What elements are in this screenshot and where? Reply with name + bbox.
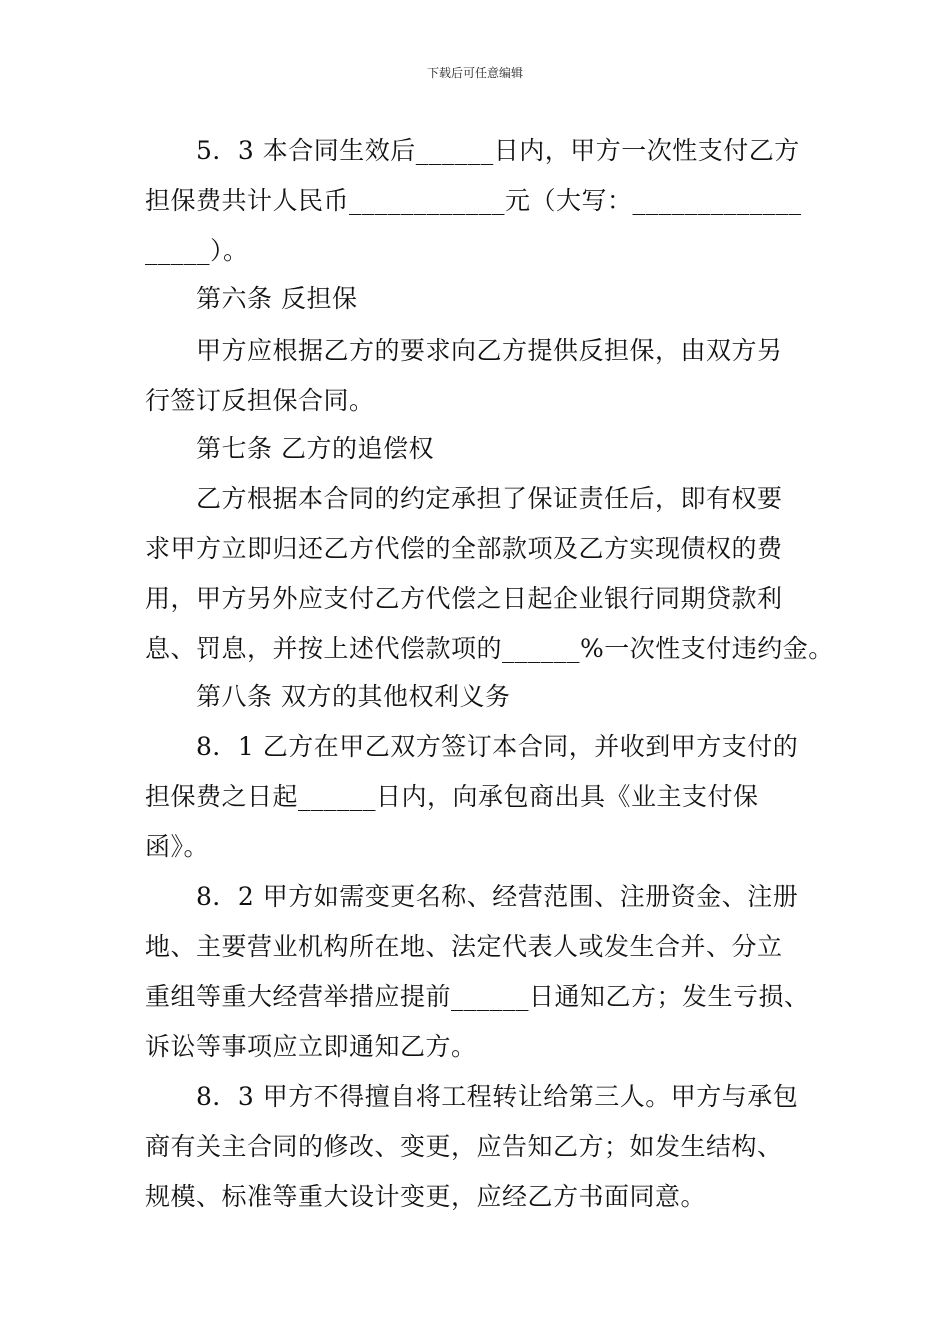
text-line: 乙方根据本合同的约定承担了保证责任后，即有权要 <box>145 484 783 513</box>
text-line: 息、罚息，并按上述代偿款项的______%一次性支付违约金。 <box>145 634 834 663</box>
section-heading: 第七条 乙方的追偿权 <box>145 434 434 463</box>
text-line: 诉讼等事项应立即通知乙方。 <box>145 1032 477 1061</box>
text-line: 函》。 <box>145 832 210 861</box>
text-line: 甲方应根据乙方的要求向乙方提供反担保，由双方另 <box>145 336 783 365</box>
text-line: 8．2 甲方如需变更名称、经营范围、注册资金、注册 <box>145 882 799 911</box>
section-heading: 第八条 双方的其他权利义务 <box>145 682 511 711</box>
text-line: 行签订反担保合同。 <box>145 386 375 415</box>
text-line: 求甲方立即归还乙方代偿的全部款项及乙方实现债权的费 <box>145 534 783 563</box>
text-line: 5．3 本合同生效后______日内，甲方一次性支付乙方 <box>145 136 800 165</box>
header-note: 下载后可任意编辑 <box>426 66 523 80</box>
text-line: 规模、标准等重大设计变更，应经乙方书面同意。 <box>145 1182 707 1211</box>
section-heading: 第六条 反担保 <box>145 284 358 313</box>
text-line: 地、主要营业机构所在地、法定代表人或发生合并、分立 <box>145 932 783 961</box>
text-line: 重组等重大经营举措应提前______日通知乙方；发生亏损、 <box>145 982 810 1011</box>
text-line: 担保费之日起______日内，向承包商出具《业主支付保 <box>145 782 759 811</box>
text-line: 商有关主合同的修改、变更，应告知乙方；如发生结构、 <box>145 1132 783 1161</box>
text-line: _____）。 <box>145 236 249 265</box>
text-line: 8．1 乙方在甲乙双方签订本合同，并收到甲方支付的 <box>145 732 799 761</box>
text-line: 担保费共计人民币____________元（大写：_____________ <box>145 186 802 215</box>
text-line: 用，甲方另外应支付乙方代偿之日起企业银行同期贷款利 <box>145 584 783 613</box>
text-line: 8．3 甲方不得擅自将工程转让给第三人。甲方与承包 <box>145 1082 799 1111</box>
